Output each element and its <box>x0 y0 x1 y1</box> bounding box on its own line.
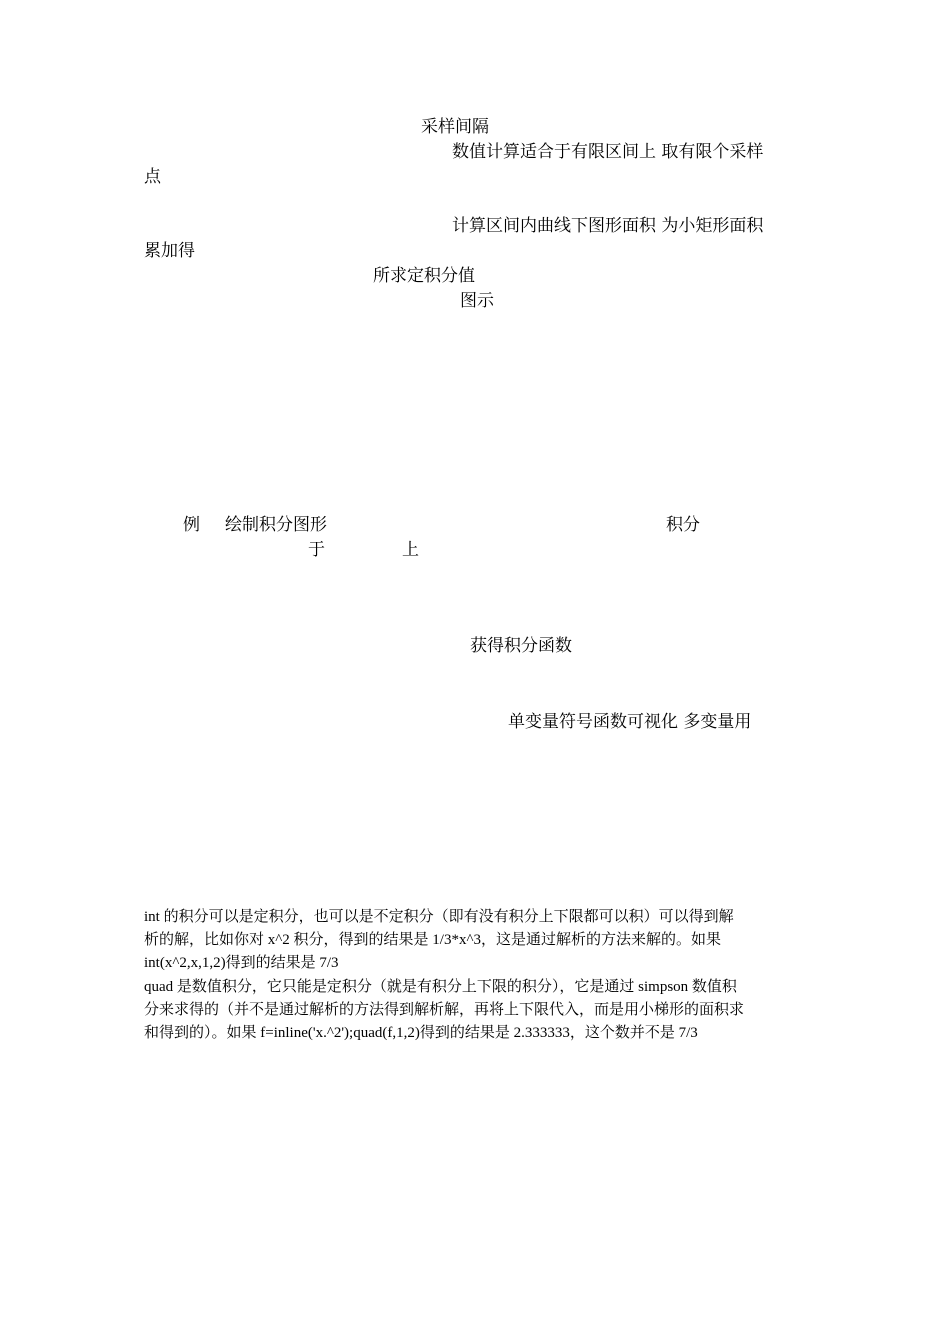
example-label: 例 <box>183 515 200 535</box>
int-paragraph-line: int(x^2,x,1,2)得到的结果是 7/3 <box>144 955 339 971</box>
quad-paragraph-line: quad 是数值积分，它只能是定积分（就是有积分上下限的积分），它是通过 simpson 数值积 <box>144 979 737 995</box>
shang-text: 上 <box>402 540 419 560</box>
numeric-computation-text-line1: 数值计算适合于有限区间上 取有限个采样 <box>452 142 764 162</box>
get-integral-function-text: 获得积分函数 <box>470 636 572 656</box>
area-computation-text-line2: 累加得 <box>144 241 195 261</box>
int-paragraph-line: int 的积分可以是定积分，也可以是不定积分（即有没有积分上下限都可以积）可以得到解 <box>144 909 734 925</box>
int-explanation-paragraph <box>144 906 808 975</box>
integral-label: 积分 <box>666 515 700 535</box>
example-title: 绘制积分图形 <box>225 515 327 535</box>
numeric-computation-text-line2: 点 <box>144 167 161 187</box>
figure-label: 图示 <box>460 291 494 311</box>
quad-paragraph-line: 分来求得的（并不是通过解析的方法得到解析解，再将上下限代入，而是用小梯形的面积求 <box>144 1002 745 1018</box>
quad-paragraph-line: 和得到的）。如果 f=inline('x.^2');quad(f,1,2)得到的结果是 2.333333，这个数并不是 7/3 <box>144 1025 698 1041</box>
int-paragraph-line: 析的解，比如你对 x^2 积分，得到的结果是 1/3*x^3，这是通过解析的方法来解的。如果 <box>144 932 721 948</box>
area-computation-text-line1: 计算区间内曲线下图形面积 为小矩形面积 <box>452 216 764 236</box>
definite-integral-value-text: 所求定积分值 <box>373 266 475 286</box>
sampling-interval-text: 采样间隔 <box>421 117 489 137</box>
visualization-text: 单变量符号函数可视化 多变量用 <box>508 712 752 732</box>
quad-explanation-paragraph <box>144 976 808 1045</box>
yu-text: 于 <box>308 540 325 560</box>
